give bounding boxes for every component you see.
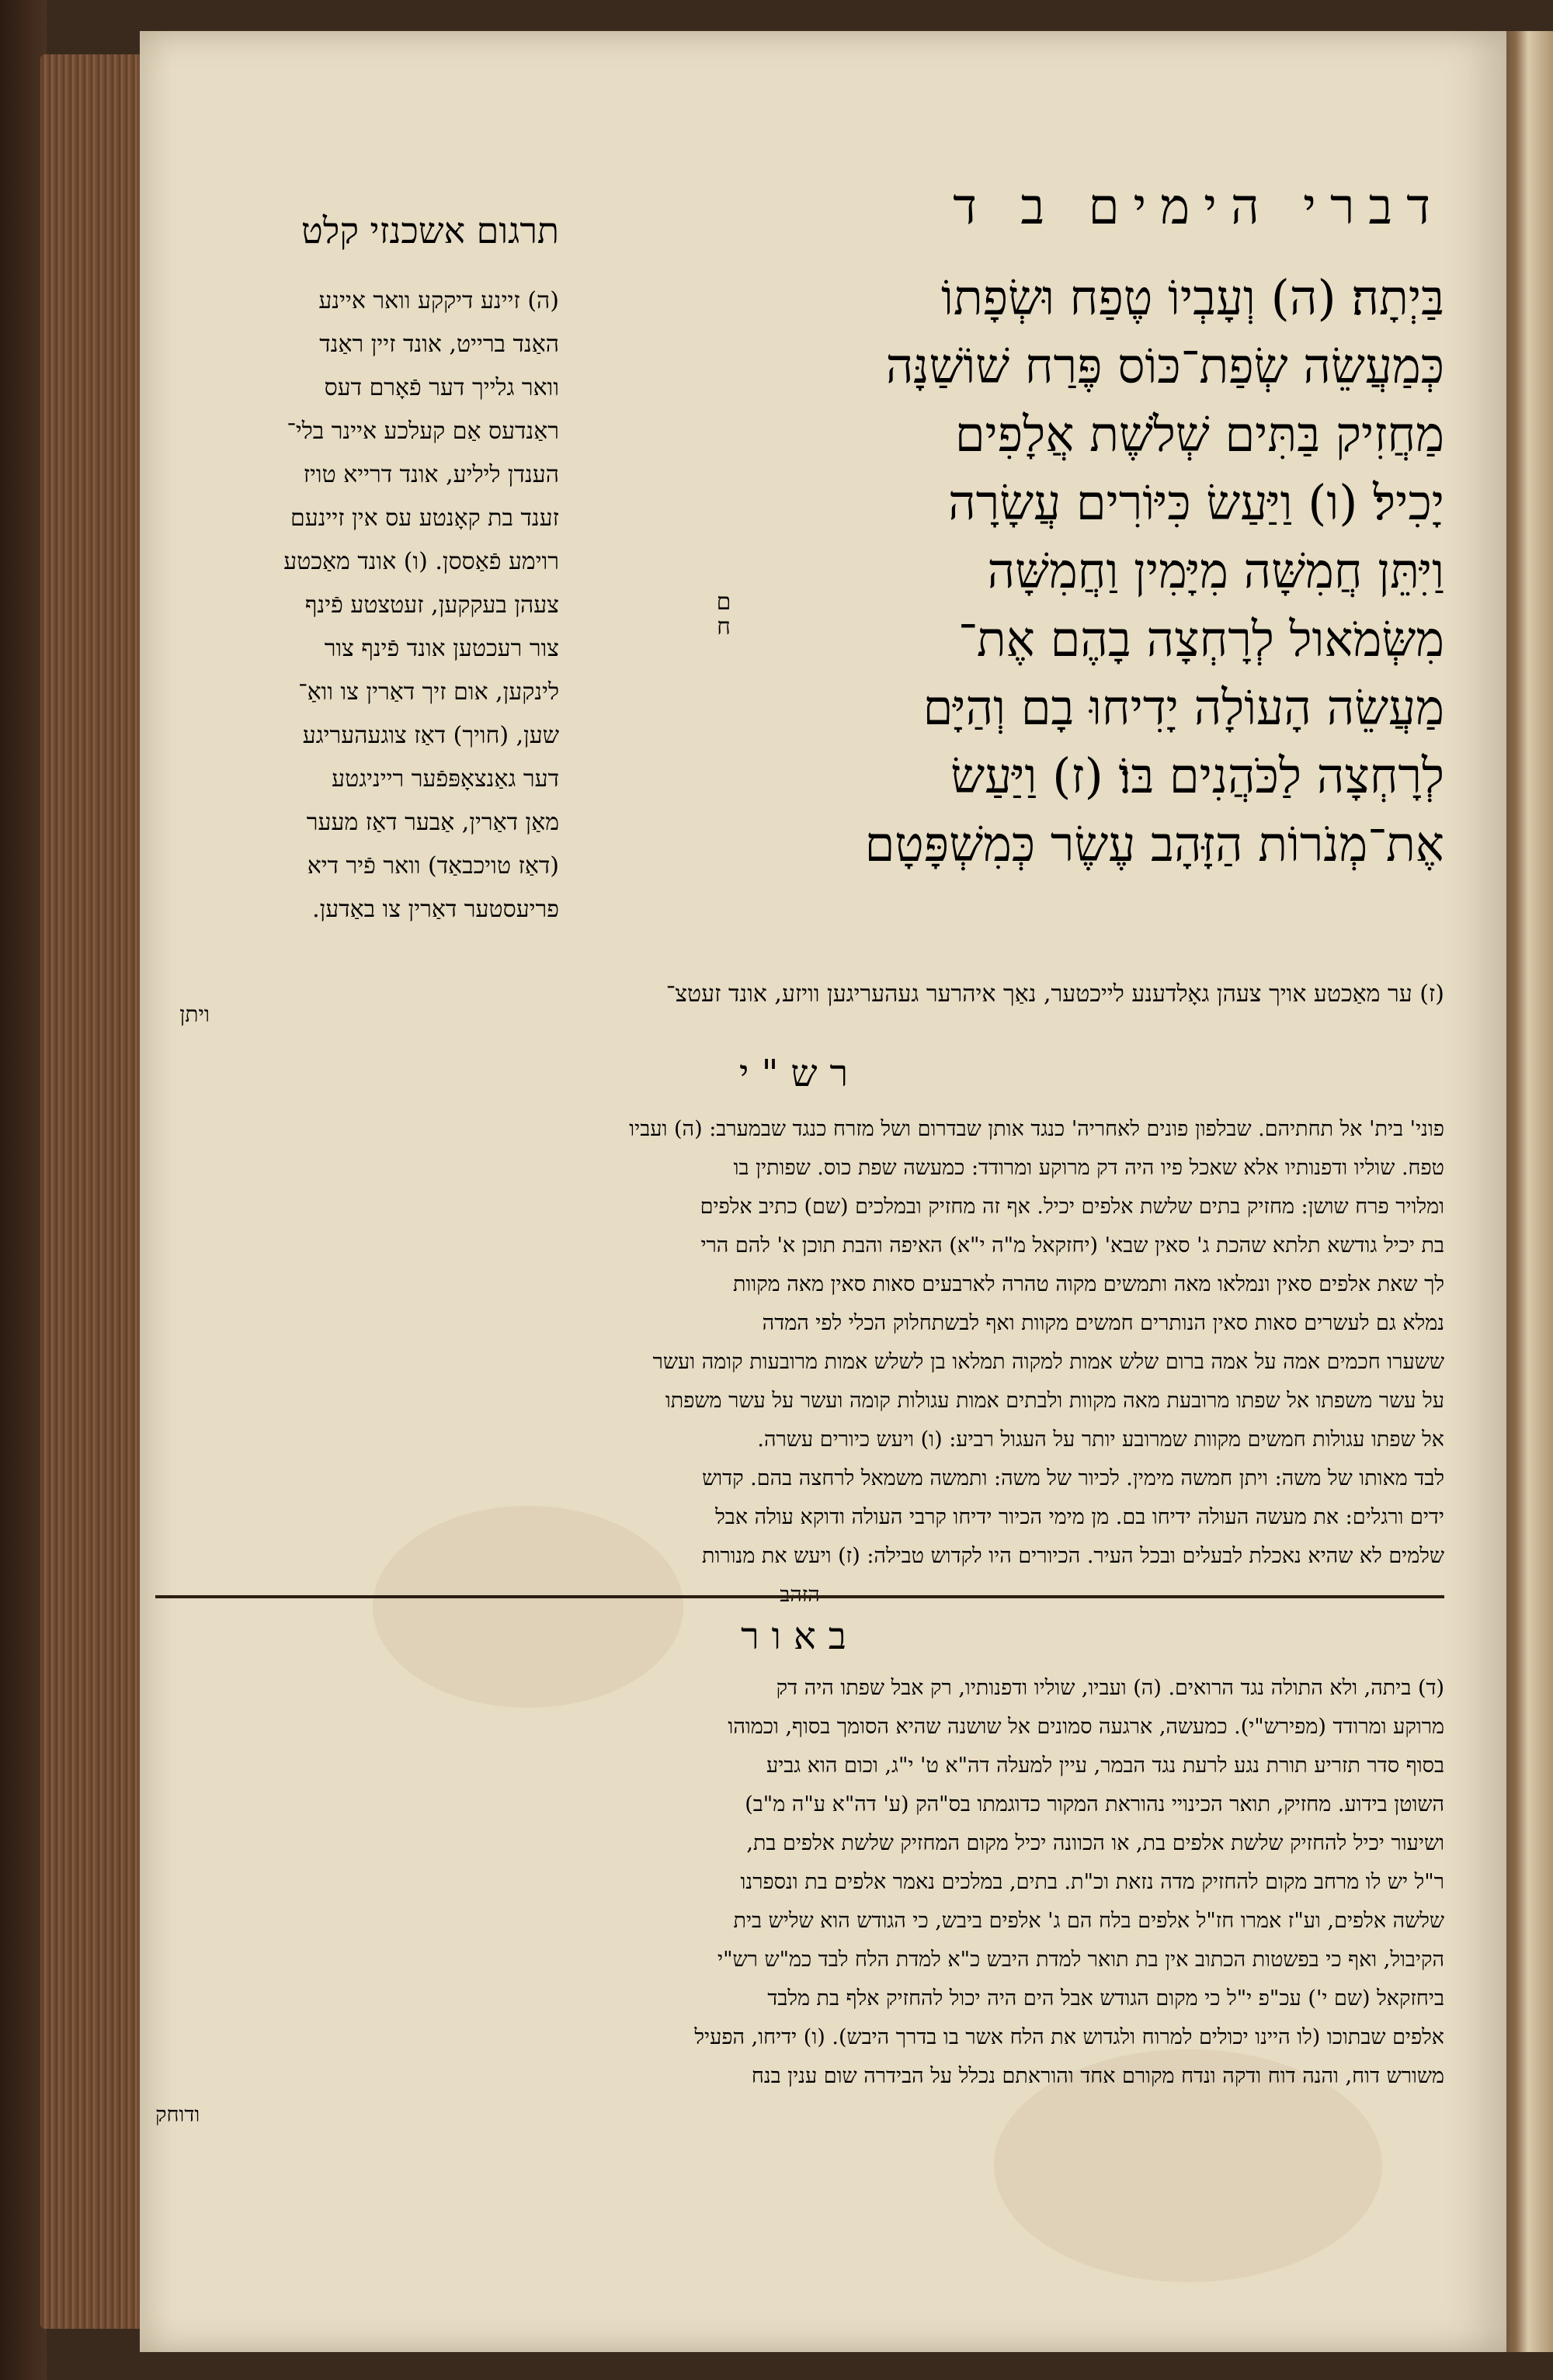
main-text-line: מִשְּׂמֹאול לְרָחְצָה בָהֶם אֶת־ (958, 611, 1444, 668)
rashi-line: פוני' בית' אל תחתיהם. שבלפון פונים לאחריה' כנגד אותן שבדרום ושל מזרח כנגד שבמערב: (ה) ועביו (629, 1117, 1444, 1141)
biur-line: (ד) ביתה, ולא התולה נגד הרואים. (ה) ועביו, שוליו ודפנותיו, רק אבל שפתו היה דק (776, 1676, 1444, 1700)
biur-line: הקיבול, ואף כי בפשטות הכתוב אין בת תואר למדת היבש כ"א למדת הלח לבד כמ"ש רש"י (717, 1948, 1444, 1972)
catchword: ויתן (179, 1001, 210, 1027)
biur-line: ודוחק (155, 2103, 200, 2127)
translation-line: ראַנדעס אַם קעלכע איינר בלי־ (287, 418, 559, 445)
page-title: דברי הימים ב ד (953, 179, 1444, 236)
biur-heading: באור (741, 1615, 859, 1658)
translation-line: (דאַז טויכבאַד) וואר פֿיר דיא (307, 852, 559, 879)
main-text-line: וַיִּתֵּן חֲמִשָּׁה מִיָּמִין וַחֲמִשָּׁה (987, 543, 1444, 599)
main-text-line: יָכִיל׃ (ו) וַיַּעַשׂ כִּיּוֹרִים עֲשָׂרָה (948, 474, 1444, 531)
biur-line: אלפים שבתוכו (לו היינו יכולים למרוח ולגדוש את הלח אשר בו בדרך היבש). (ו) ידיחו, הפעיל (694, 2025, 1444, 2049)
yiddish-translation (155, 279, 559, 978)
rashi-line: טפח. שוליו ודפנותיו אלא שאכל פיו היה דק מרוקע ומרודד: כמעשה שפת כוס. שפותין בו (733, 1156, 1444, 1180)
rashi-commentary (155, 1110, 1444, 1576)
main-text-line: מַעֲשֵׂה הָעוֹלָה יָדִיחוּ בָם וְהַיָּם (922, 679, 1444, 736)
background-edge (0, 0, 47, 2380)
main-text-line: מַחֲזִיק בַּתִּים שְׁלֹשֶׁת אֲלָפִים (954, 406, 1444, 463)
biur-line: ושיעור יכיל להחזיק שלשת אלפים בת, או הכוונה יכיל מקום המחזיק שלשת אלפים בת, (746, 1831, 1444, 1855)
hebrew-main-text (808, 264, 1444, 947)
main-text-line: בַּיְתָה׃ (ה) וְעָבְיוֹ טֶפַח וּשְׂפָתוֹ (941, 269, 1444, 326)
rashi-line: אל שפתו עגולות חמשים מקוות שמרובע יותר על העגול רביע: (ו) ויעש כיורים עשרה. (757, 1428, 1444, 1452)
rashi-line: לבד מאותו של משה: ויתן חמשה מימין. לכיור של משה: ותמשה משמאל לרחצה בהם. קדוש (702, 1466, 1444, 1490)
translation-line: צעהן בעקקען, זעטצטע פֿינף (304, 592, 559, 619)
biur-commentary (155, 1669, 1444, 2197)
marginal-note: ם ח (716, 588, 731, 640)
biur-line: ביחזקאל (שם י') עכ"פ י"ל כי מקום הגודש אבל הים היה יכול להחזיק אלף בת מלבד (767, 1986, 1444, 2011)
translation-overflow-line: (ז) ער מאַכטע אויך צעהן גאָלדענע לייכטער, נאַך איהרער געהעריגען וויזע, אונד זעטצ־ (665, 980, 1444, 1008)
biur-line: שלשה אלפים, וע"ז אמרו חז"ל אלפים בלח הם ג' אלפים ביבש, כי הגודש הוא שליש בית (733, 1909, 1444, 1933)
biur-line: בסוף סדר תזריע תורת נגע לרעת נגד הבמר, עיין למעלה דה"א ט' י"ג, וכום הוא גביע (766, 1754, 1444, 1778)
rashi-heading: רש"י (738, 1052, 861, 1095)
biur-line: ר"ל יש לו מרחב מקום להחזיק מדה נזאת וכ"ת. בתים, במלכים נאמר אלפים בת ונספרנו (740, 1870, 1444, 1894)
rashi-line: ומלויר פרח שושן: מחזיק בתים שלשת אלפים יכיל. אף זה מחזיק ובמלכים (שם) כתיב אלפים (700, 1195, 1444, 1219)
translation-line: (ה) זיינע דיקקע וואר איינע (318, 287, 559, 314)
rashi-line: בת יכיל גודשא תלתא שהכת ג' סאין שבא' (יחזקאל מ"ה י"א) האיפה והבת תוכן א' להם הרי (700, 1233, 1444, 1258)
section-divider (155, 1595, 1444, 1598)
translation-line: האַנד ברייט, אונד זיין ראַנד (319, 331, 559, 358)
rashi-line: ידים ורגלים: את מעשה העולה ידיחו בם. מן מימי הכיור ידיחו קרבי העולה ודוקא עולה אבל (715, 1505, 1444, 1529)
rashi-line: שלמים לא שהיא נאכלת לבעלים ובכל העיר. הכיורים היו לקדוש טבילה: (ז) ויעש את מנורות (702, 1544, 1444, 1568)
main-text-line: אֶת־מְנֹרוֹת הַזָּהָב עֶשֶׂר כְּמִשְׁפָּטָם (864, 816, 1444, 873)
main-text-line: כְּמַעֲשֵׂה שְׂפַת־כּוֹס פֶּרַח שׁוֹשַׁנָּה (885, 338, 1444, 394)
biur-line: משורש דוח, והנה דוח ודקה ונדח מקורם אחד והוראתם נכלל על הבידרה שום ענין בנח (751, 2064, 1444, 2088)
biur-line: השוטן בידוע. מחזיק, תואר הכינויי נהוראת המקור כדוגמתו בס"הק (ע' דה"א ע"ה מ"ב) (745, 1792, 1444, 1816)
translation-line: זענד בת קאָנטע עס אין זיינעם (290, 505, 559, 532)
translation-line: וואר גלייך דער פֿאָרם דעס (324, 374, 559, 401)
translation-line: פריעסטער דאַרין צו באַדען. (312, 896, 559, 923)
translation-title: תרגום אשכנזי קלט (301, 210, 559, 252)
rashi-line: על עשר משפתו אל שפתו מרובעת מאה מקוות ולבתים אמות עגולות קומה ועשר על עשר משפתו (665, 1389, 1444, 1413)
book-page-edges (40, 54, 141, 2329)
rashi-line: לך שאת אלפים סאין ונמלאו מאה ותמשים מקוה טהרה לארבעים סאות סאין מאה מקוות (732, 1272, 1444, 1296)
translation-line: מאַן דאַרין, אַבער דאַז מעער (306, 809, 559, 836)
translation-line: הענדן ליליע, אונד דרייא טויז (303, 461, 559, 488)
biur-line: מרוקע ומרודד (מפירש"י). כמעשה, ארגעה סמונים אל שושנה שהיא הסומך בסוף, וכמוהו (728, 1715, 1444, 1739)
rashi-line: נמלא גם לעשרים סאות סאין הנותרים חמשים מקוות ואף לבשתחלוק הכלי לפי המדה (762, 1311, 1444, 1335)
main-text-line: לְרָחְצָה לַכֹּהֲנִים בּוֹ׃ (ז) וַיַּעַשׂ (950, 748, 1444, 804)
translation-line: רוימע פֿאַססן. (ו) אונד מאַכטע (283, 548, 559, 575)
translation-line: צור רעכטען אונד פֿינף צור (324, 635, 559, 662)
translation-line: לינקען, אום זיך דאַרין צו וואַ־ (298, 678, 559, 706)
translation-line: דער גאַנצאָפּפֿער רייניגטע (332, 765, 559, 793)
translation-line: שען, (חויך) דאַז צוגעהעריגע (302, 722, 559, 749)
rashi-line: ששערו חכמים אמה על אמה ברום שלש אמות למקוה תמלאו בן לשלש אמות מרובעות קומה ועשר (652, 1350, 1444, 1374)
